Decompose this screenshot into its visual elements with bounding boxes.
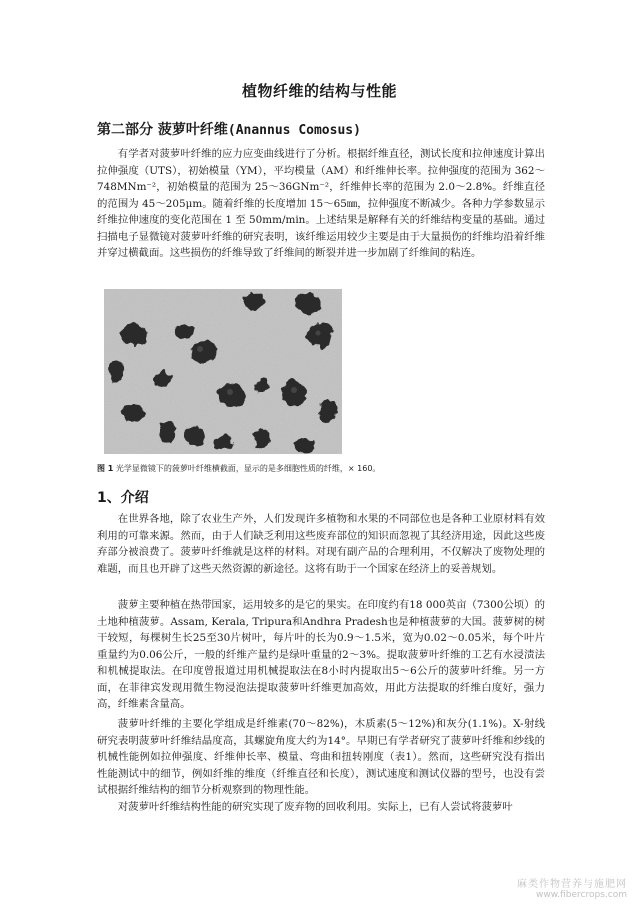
paragraph-cultivation: 菠萝主要种植在热带国家，运用较多的是它的果实。在印度约有18 000英亩（7300公顷）的土地种植菠萝。Assam, Kerala, Tripura和Andhra Pradesh也是种植菠萝的大国。菠萝树的树干较短，每棵树生长25至30片树叶，每片叶的长为0.9～1.5米，宽为0.02～0.05米，每个叶片重量约为0.06公斤，一般的纤维产量约是绿叶重量的2～3%。提取菠萝叶纤维的工艺有水浸渍法和机械提取法。在印度曾报道过用机械提取法在8小时内提取出5～6公斤的菠萝叶纤维。另一方面，在菲律宾发现用微生物浸泡法提取菠萝叶纤维更加高效，用此方法提取的纤维白度好，强力高，纤维素含量高。 (97, 599, 545, 710)
site-watermark (517, 879, 627, 901)
paragraph-introduction: 在世界各地，除了农业生产外，人们发现许多植物和水果的不同部位也是各种工业原材料有效利用的可靠来源。然而，由于人们缺乏利用这些废弃部位的知识而忽视了其经济用途，因此这些废弃部分被浪费了。菠萝叶纤维就是这样的材料。对现有副产品的合理利用，不仅解决了废物处理的难题，而且也开辟了这些天然资源的新途径。这将有助于一个国家在经济上的妥善规划。 (97, 513, 545, 575)
introduction-heading: 1、介绍 (97, 490, 149, 506)
section-heading (97, 119, 361, 139)
watermark-url: www.fibercrops.com (536, 890, 627, 900)
paragraph-chemical-composition: 菠萝叶纤维的主要化学组成是纤维素(70～82%)，木质素(5～12%)和灰分(1.1%)。X-射线研究表明菠萝叶纤维结晶度高，其螺旋角度大约为14°。早期已有学者研究了菠萝叶纤维和纱线的机械性能例如拉伸强度、纤维伸长率、模量、弯曲和扭转刚度（表1）。然而，这些研究没有指出性能测试中的细节，例如纤维的维度（纤维直径和长度），测试速度和测试仪器的型号，也没有尝试根据纤维结构的细节分析观察到的物理性能。 (97, 718, 545, 796)
document-title: 植物纤维的结构与性能 (241, 82, 397, 100)
paragraph-structure-study: 对菠萝叶纤维结构性能的研究实现了废弃物的回收利用。实际上，已有人尝试将菠萝叶 (117, 801, 513, 813)
figure-caption (97, 463, 557, 474)
figure-label: 图 1 (97, 464, 114, 473)
watermark-text: 麻类作物营养与施肥网 (517, 879, 627, 890)
section-heading-latin: (Anannus Comosus) (227, 123, 361, 138)
paragraph-fiber-mechanics: 有学者对菠萝叶纤维的应力应变曲线进行了分析。根据纤维直径，测试长度和拉伸速度计算出拉伸强度（UTS），初始模量（YM），平均模量（AM）和纤维伸长率。拉伸强度的范围为 362～748MNm⁻²，初始模量的范围为 25～36GNm⁻²，纤维伸长率的范围为 2.0～2.8%。纤维直径的范围为 45～205μm。随着纤维的长度增加 15～65㎜，拉伸强度不断减少。各种力学参数显示纤维拉伸速度的变化范围在 1 至 50mm/min。上述结果是解释有关的纤维结构变量的基础。通过扫描电子显微镜对菠萝叶纤维的研究表明，该纤维运用较少主要是由于大量损伤的纤维均沿着纤维并穿过横截面。这些损伤的纤维导致了纤维间的断裂并进一步加剧了纤维间的粘连。 (97, 148, 545, 259)
figure-caption-text: 光学显微镜下的菠萝叶纤维横截面，显示的是多细胞性质的纤维，× 160。 (115, 464, 381, 473)
section-heading-cn: 第二部分 菠萝叶纤维 (97, 122, 228, 138)
micrograph-image (104, 289, 342, 454)
